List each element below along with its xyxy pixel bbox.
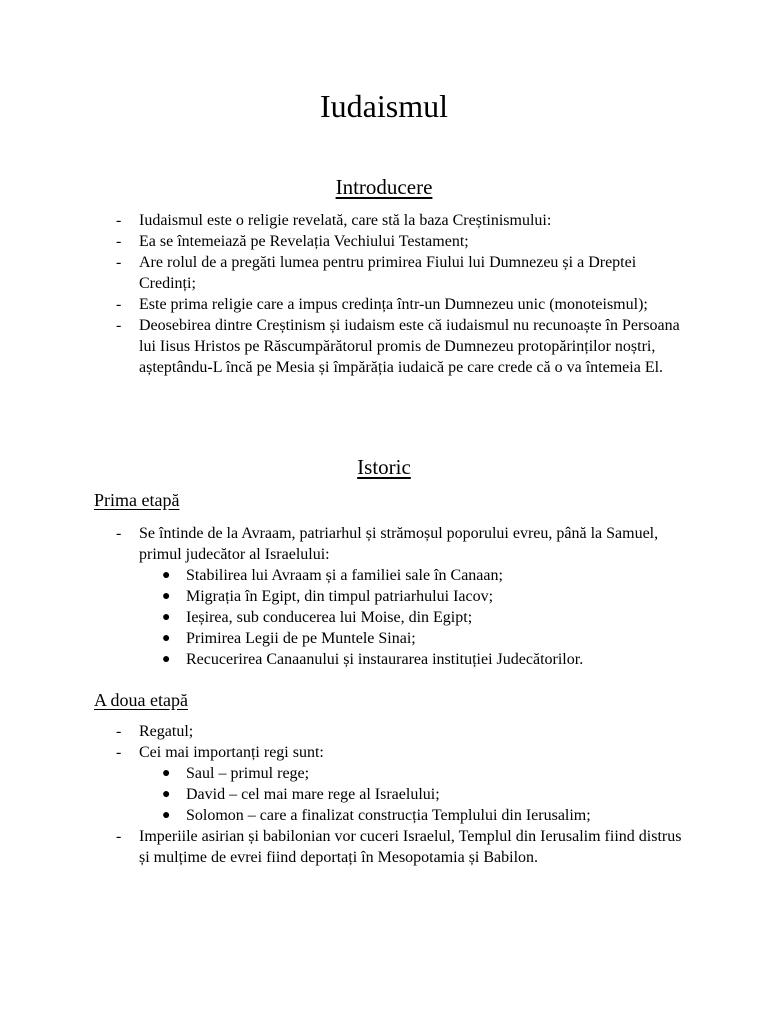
list-item (94, 294, 684, 315)
list-item (94, 721, 684, 742)
bullet-item-text: Migrația în Egipt, din timpul patriarhului Iacov; (186, 588, 494, 605)
bullet-marker: ● (162, 631, 171, 646)
list-item (94, 742, 684, 763)
section-heading-intro: Introducere (335, 175, 433, 199)
list-item-text: Deosebirea dintre Creștinism și iudaism este că iudaismul nu recunoaște în Persoana lui Iisus Hristos pe Răscumpărătorul promis de Dumnezeu protopărinților noștri, așteptându-L încă pe Mesia și împărăția iudaică pe care crede că o va întemeia El. (139, 317, 680, 376)
bullet-marker: ● (162, 808, 171, 823)
list-item-text: Imperiile asirian și babilonian vor cuceri Israelul, Templul din Ierusalim fiind distrus și mulțime de evrei fiind deportați în Mesopotamia și Babilon. (139, 828, 682, 866)
stage2-bullet-list (94, 763, 684, 826)
dash-marker: - (116, 723, 122, 740)
bullet-marker: ● (162, 589, 171, 604)
bullet-item-text: Saul – primul rege; (186, 765, 310, 782)
bullet-item-text: Recucerirea Canaanului și instaurarea instituției Judecătorilor. (186, 651, 584, 668)
bullet-marker: ● (162, 568, 171, 583)
dash-marker: - (116, 296, 122, 313)
stage2-list (94, 721, 684, 868)
section-heading-history: Istoric (357, 455, 411, 479)
list-item (94, 826, 684, 868)
dash-marker: - (116, 212, 122, 229)
dash-marker: - (116, 828, 122, 845)
dash-marker: - (116, 525, 122, 542)
sublist-container (94, 565, 684, 670)
list-item (94, 231, 684, 252)
page-title: Iudaismul (320, 88, 448, 124)
list-item-text: Iudaismul este o religie revelată, care stă la baza Creștinismului: (139, 212, 552, 229)
list-item-text: Are rolul de a pregăti lumea pentru primirea Fiului lui Dumnezeu și a Dreptei Credinți; (139, 254, 637, 292)
bullet-marker: ● (162, 787, 171, 802)
dash-marker: - (116, 317, 122, 334)
bullet-item-text: Primirea Legii de pe Muntele Sinai; (186, 630, 416, 647)
bullet-item (94, 628, 684, 649)
list-item (94, 210, 684, 231)
stage1-bullet-list (94, 565, 684, 670)
bullet-item-text: Ieșirea, sub conducerea lui Moise, din Egipt; (186, 609, 473, 626)
list-item-text: Ea se întemeiază pe Revelația Vechiului Testament; (139, 233, 469, 250)
sublist-container (94, 763, 684, 826)
list-item-text: Cei mai importanți regi sunt: (139, 744, 324, 761)
bullet-item (94, 607, 684, 628)
bullet-item (94, 805, 684, 826)
stage2-heading: A doua etapă (94, 690, 188, 710)
bullet-item-text: Stabilirea lui Avraam și a familiei sale în Canaan; (186, 567, 503, 584)
stage1-heading: Prima etapă (94, 490, 180, 510)
list-item (94, 315, 684, 378)
bullet-item (94, 586, 684, 607)
dash-marker: - (116, 744, 122, 761)
bullet-item (94, 649, 684, 670)
bullet-item (94, 565, 684, 586)
list-item-text: Este prima religie care a impus credința într-un Dumnezeu unic (monoteismul); (139, 296, 648, 313)
list-item-text: Se întinde de la Avraam, patriarhul și strămoșul poporului evreu, până la Samuel, primul judecător al Israelului: (139, 525, 659, 563)
dash-marker: - (116, 233, 122, 250)
list-item-text: Regatul; (139, 723, 194, 740)
dash-marker: - (116, 254, 122, 271)
list-item (94, 523, 684, 565)
intro-list (94, 210, 684, 378)
list-item (94, 252, 684, 294)
bullet-marker: ● (162, 652, 171, 667)
stage1-list (94, 523, 684, 670)
bullet-item (94, 784, 684, 805)
bullet-item-text: David – cel mai mare rege al Israelului; (186, 786, 440, 803)
bullet-item-text: Solomon – care a finalizat construcția Templului din Ierusalim; (186, 807, 591, 824)
bullet-marker: ● (162, 610, 171, 625)
bullet-item (94, 763, 684, 784)
bullet-marker: ● (162, 766, 171, 781)
